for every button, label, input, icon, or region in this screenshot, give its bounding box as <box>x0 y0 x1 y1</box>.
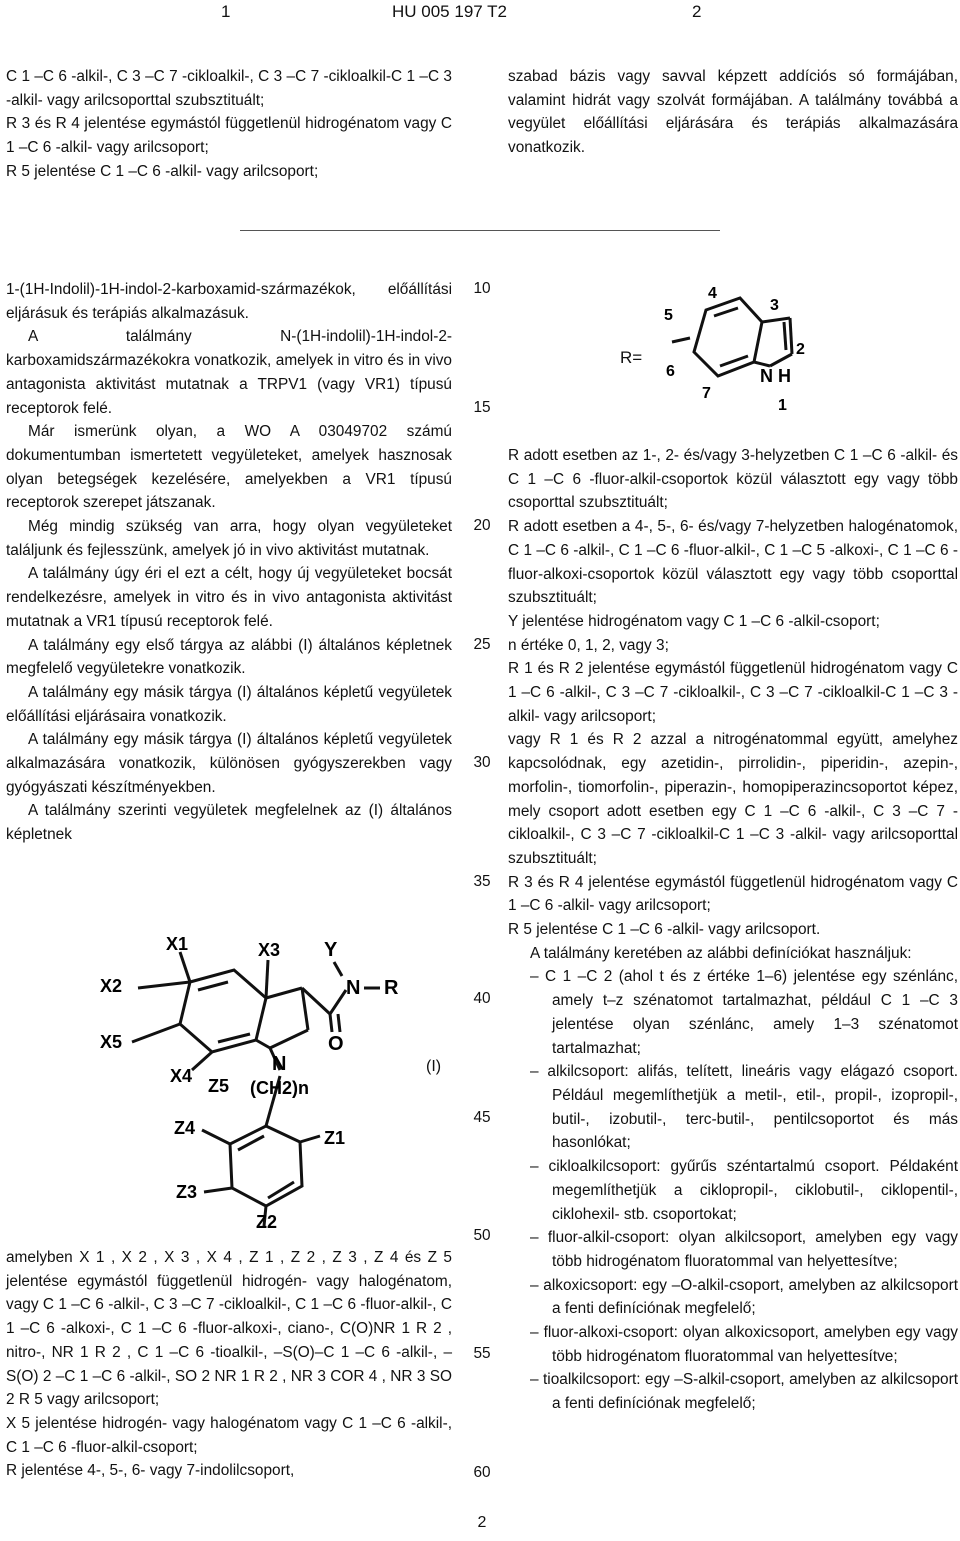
definition-block: X 5 jelentése hidrogén- vagy halogénatom vagy C 1 –C 6 -alkil-, C 1 –C 6 -fluor-alkil-csoport; <box>6 1414 452 1456</box>
paragraph: A találmány egy másik tárgya (I) általános képletű vegyületek előállítási eljárásaira vonatkozik. <box>6 683 452 725</box>
section-divider <box>240 230 720 231</box>
paragraph: A találmány egy másik tárgya (I) általános képletű vegyületek alkalmazására vonatkozik, különösen gyógyszerekben vagy gyógyászati készítményekben. <box>6 731 452 796</box>
definition-item: – fluor-alkil-csoport: olyan alkilcsoport, amelyben egy vagy több hidrogénatom fluoratommal van helyettesítve; <box>530 1229 958 1270</box>
atom-z2: Z2 <box>256 1212 278 1230</box>
atom-y: Y <box>324 939 338 961</box>
paragraph: A találmány úgy éri el ezt a célt, hogy új vegyületeket bocsát rendelkezésre, amelyek in vitro és in vivo antagonista aktivitást mutatnak a VR1 típusú receptorok felé. <box>6 565 452 630</box>
indole-pos-1: 1 <box>778 397 787 414</box>
definition-item: – cikloalkilcsoport: gyűrűs széntartalmú csoport. Példaként megemlíthetjük a ciklopropil-, ciklobutil-, ciklopentil-, ciklohexil- stb. csoportokat; <box>530 1158 958 1223</box>
line-number: 45 <box>473 1109 491 1126</box>
line-number: 25 <box>473 636 491 653</box>
indole-pos-3: 3 <box>770 297 779 314</box>
atom-o: O <box>328 1033 344 1055</box>
atom-n-indole: N <box>272 1053 287 1075</box>
paragraph: Még mindig szükség van arra, hogy olyan vegyületeket találjunk és fejlesszünk, amelyek jó in vivo aktivitást mutatnak. <box>6 518 452 559</box>
definition-para: n értéke 0, 1, 2, vagy 3; <box>508 636 669 654</box>
atom-ch2n: (CH2)n <box>250 1078 309 1098</box>
atom-z1: Z1 <box>324 1128 346 1148</box>
definition-para: R adott esetben a 4-, 5-, 6- és/vagy 7-helyzetben halogénatomok, C 1 –C 6 -alkil-, C 1 –C 6 -fluor-alkil-, C 1 –C 5 -alkoxi-, C 1 –C 6 -fluor-alkoxi-csoportok közül választott egy vagy több csoporttal szubsztituált; <box>508 518 958 607</box>
atom-x5: X5 <box>100 1032 123 1052</box>
definition-para: vagy R 1 és R 2 azzal a nitrogénatommal együtt, amelyhez kapcsolódnak, egy azetidin-, pirrolidin-, piperidin-, azepin-, morfolin-, tiomorfolin-, piperazin-, homopiperazincsoportot képez, mely csoport adott esetben egy C 1 –C 6 -alkil-, C 3 –C 7 -cikloalkil-, C 3 –C 7 -cikloalkil-C 1 –C 3 -alkil- vagy arilcsoporttal szubsztituált; <box>508 731 958 867</box>
definition-item: – alkoxicsoport: egy –O-alkil-csoport, amelyben az alkilcsoport a fenti definíciónak megfelelő; <box>530 1276 958 1318</box>
indole-pos-6: 6 <box>666 363 675 380</box>
definition-block: R jelentése 4-, 5-, 6- vagy 7-indolilcsoport, <box>6 1462 295 1480</box>
top-left-block <box>6 65 452 184</box>
r-label: R= <box>620 348 643 367</box>
atom-z5: Z5 <box>208 1076 230 1096</box>
right-column-text <box>508 444 958 1416</box>
left-column-text <box>6 278 452 847</box>
footer-page-number: 2 <box>477 1514 487 1531</box>
page-number-right: 2 <box>692 2 702 21</box>
top-left-para: C 1 –C 6 -alkil-, C 3 –C 7 -cikloalkil-, C 3 –C 7 -cikloalkil-C 1 –C 3 -alkil- vagy arilcsoporttal szubsztituált; <box>6 68 452 109</box>
paragraph: A találmány egy első tárgya az alábbi (I) általános képletnek megfelelő vegyületekre vonatkozik. <box>6 636 452 678</box>
atom-x2: X2 <box>100 976 123 996</box>
definition-para: Y jelentése hidrogénatom vagy C 1 –C 6 -alkil-csoport; <box>508 612 880 630</box>
atom-x1: X1 <box>166 934 189 954</box>
indole-pos-7: 7 <box>702 385 711 402</box>
paragraph: Már ismerünk olyan, a WO A 03049702 számú dokumentumban ismertetett vegyületeket, amelyek hasznosak olyan betegségek kezelésére, amelyekben a VR1 típusú receptorok szerepet játszanak. <box>6 423 452 512</box>
definition-para: R 3 és R 4 jelentése egymástól függetlenül hidrogénatom vagy C 1 –C 6 -alkil- vagy arilcsoport; <box>508 873 958 915</box>
atom-r: R <box>384 977 399 999</box>
line-number: 20 <box>473 517 491 534</box>
definition-para: R 5 jelentése C 1 –C 6 -alkil- vagy arilcsoport. <box>508 921 821 939</box>
atom-x4: X4 <box>170 1066 193 1086</box>
definition-block: amelyben X 1 , X 2 , X 3 , X 4 , Z 1 , Z 2 , Z 3 , Z 4 és Z 5 jelentése egymástól függetlenül hidrogén- vagy halogénatom, vagy C 1 –C 6 -alkil-, C 3 –C 7 -cikloalkil-, C 1 –C 6 -fluor-alkil-, C 1 –C 6 -alkoxi-, C 1 –C 6 -fluor-alkoxi-, ciano-, C(O)NR 1 R 2 , nitro-, NR 1 R 2 , C 1 –C 6 -tioalkil-, –S(O)–C 1 –C 6 -alkil-, –S(O) 2 –C 1 –C 6 -alkil-, SO 2 NR 1 R 2 , NR 3 COR 4 , NR 3 SO 2 R 5 vagy arilcsoport; <box>6 1249 452 1409</box>
indole-pos-2: 2 <box>796 341 805 358</box>
indole-structure <box>650 278 830 418</box>
formula-I-structure <box>80 930 460 1230</box>
atom-z4: Z4 <box>174 1118 196 1138</box>
atom-z3: Z3 <box>176 1182 198 1202</box>
line-number: 10 <box>473 280 491 297</box>
top-left-para: R 3 és R 4 jelentése egymástól függetlenül hidrogénatom vagy C 1 –C 6 -alkil- vagy arilcsoport; <box>6 115 452 157</box>
indole-pos-5: 5 <box>664 307 673 324</box>
document-title: 1-(1H-Indolil)-1H-indol-2-karboxamid-származékok, előállítási eljárásuk és terápiás alkalmazásuk. <box>6 281 452 322</box>
indole-pos-4: 4 <box>708 285 717 302</box>
line-number: 40 <box>473 990 491 1007</box>
atom-n-amide: N <box>346 977 361 999</box>
definition-para: R 1 és R 2 jelentése egymástól függetlenül hidrogénatom vagy C 1 –C 6 -alkil-, C 3 –C 7 -cikloalkil-, C 3 –C 7 -cikloalkil-C 1 –C 3 -alkil- vagy arilcsoport; <box>508 660 958 725</box>
definition-item: – tioalkilcsoport: egy –S-alkil-csoport, amelyben az alkilcsoport a fenti definíciónak megfelelő; <box>530 1371 958 1413</box>
formula-label: (I) <box>426 1058 442 1075</box>
left-bottom-text <box>6 1246 452 1483</box>
line-number: 30 <box>473 754 491 771</box>
line-number: 15 <box>473 399 491 416</box>
definition-item: – C 1 –C 2 (ahol t és z értéke 1–6) jelentése egy szénlánc, amely t–z szénatomot tartalmazhat, például C 1 –C 3 jelentése olyan szénlánc, amely 1–3 szénatomot tartalmazhat; <box>530 968 958 1057</box>
definition-para: R adott esetben az 1-, 2- és/vagy 3-helyzetben C 1 –C 6 -alkil- és C 1 –C 6 -fluor-alkil-csoportok közül választott egy vagy több csoporttal szubsztituált; <box>508 447 958 512</box>
atom-x3: X3 <box>258 940 281 960</box>
top-right-block <box>508 65 958 160</box>
paragraph: A találmány N-(1H-indolil)-1H-indol-2-karboxamidszármazékokra vonatkozik, amelyek in vitro és in vivo antagonista aktivitást mutatnak a TRPV1 (vagy VR1) típusú receptorok felé. <box>6 328 452 417</box>
indole-nh: N H <box>760 366 791 386</box>
patent-number: HU 005 197 T2 <box>392 2 507 21</box>
definition-item: – alkilcsoport: alifás, telített, lineáris vagy elágazó csoport. Például megemlíthetjük a metil-, etil-, propil-, izopropil-, butil-, izobutil-, terc-butil-, pentilcsoportot és más hasonlókat; <box>530 1063 958 1152</box>
paragraph: A találmány szerinti vegyületek megfelelnek az (I) általános képletnek <box>6 802 452 844</box>
page-number-left: 1 <box>221 2 231 21</box>
line-number: 55 <box>473 1345 491 1362</box>
line-number: 50 <box>473 1227 491 1244</box>
top-right-para: szabad bázis vagy savval képzett addíciós só formájában, valamint hidrát vagy szolvát formájában. A találmány továbbá a vegyület előállítási eljárására és terápiás alkalmazására vonatkozik. <box>508 68 958 157</box>
line-number: 60 <box>473 1464 491 1481</box>
definition-item: – fluor-alkoxi-csoport: olyan alkoxicsoport, amelyben egy vagy több hidrogénatom fluoratommal van helyettesítve; <box>530 1324 958 1365</box>
top-left-para: R 5 jelentése C 1 –C 6 -alkil- vagy arilcsoport; <box>6 162 319 180</box>
line-number: 35 <box>473 873 491 890</box>
definition-intro: A találmány keretében az alábbi definíciókat használjuk: <box>530 944 912 962</box>
